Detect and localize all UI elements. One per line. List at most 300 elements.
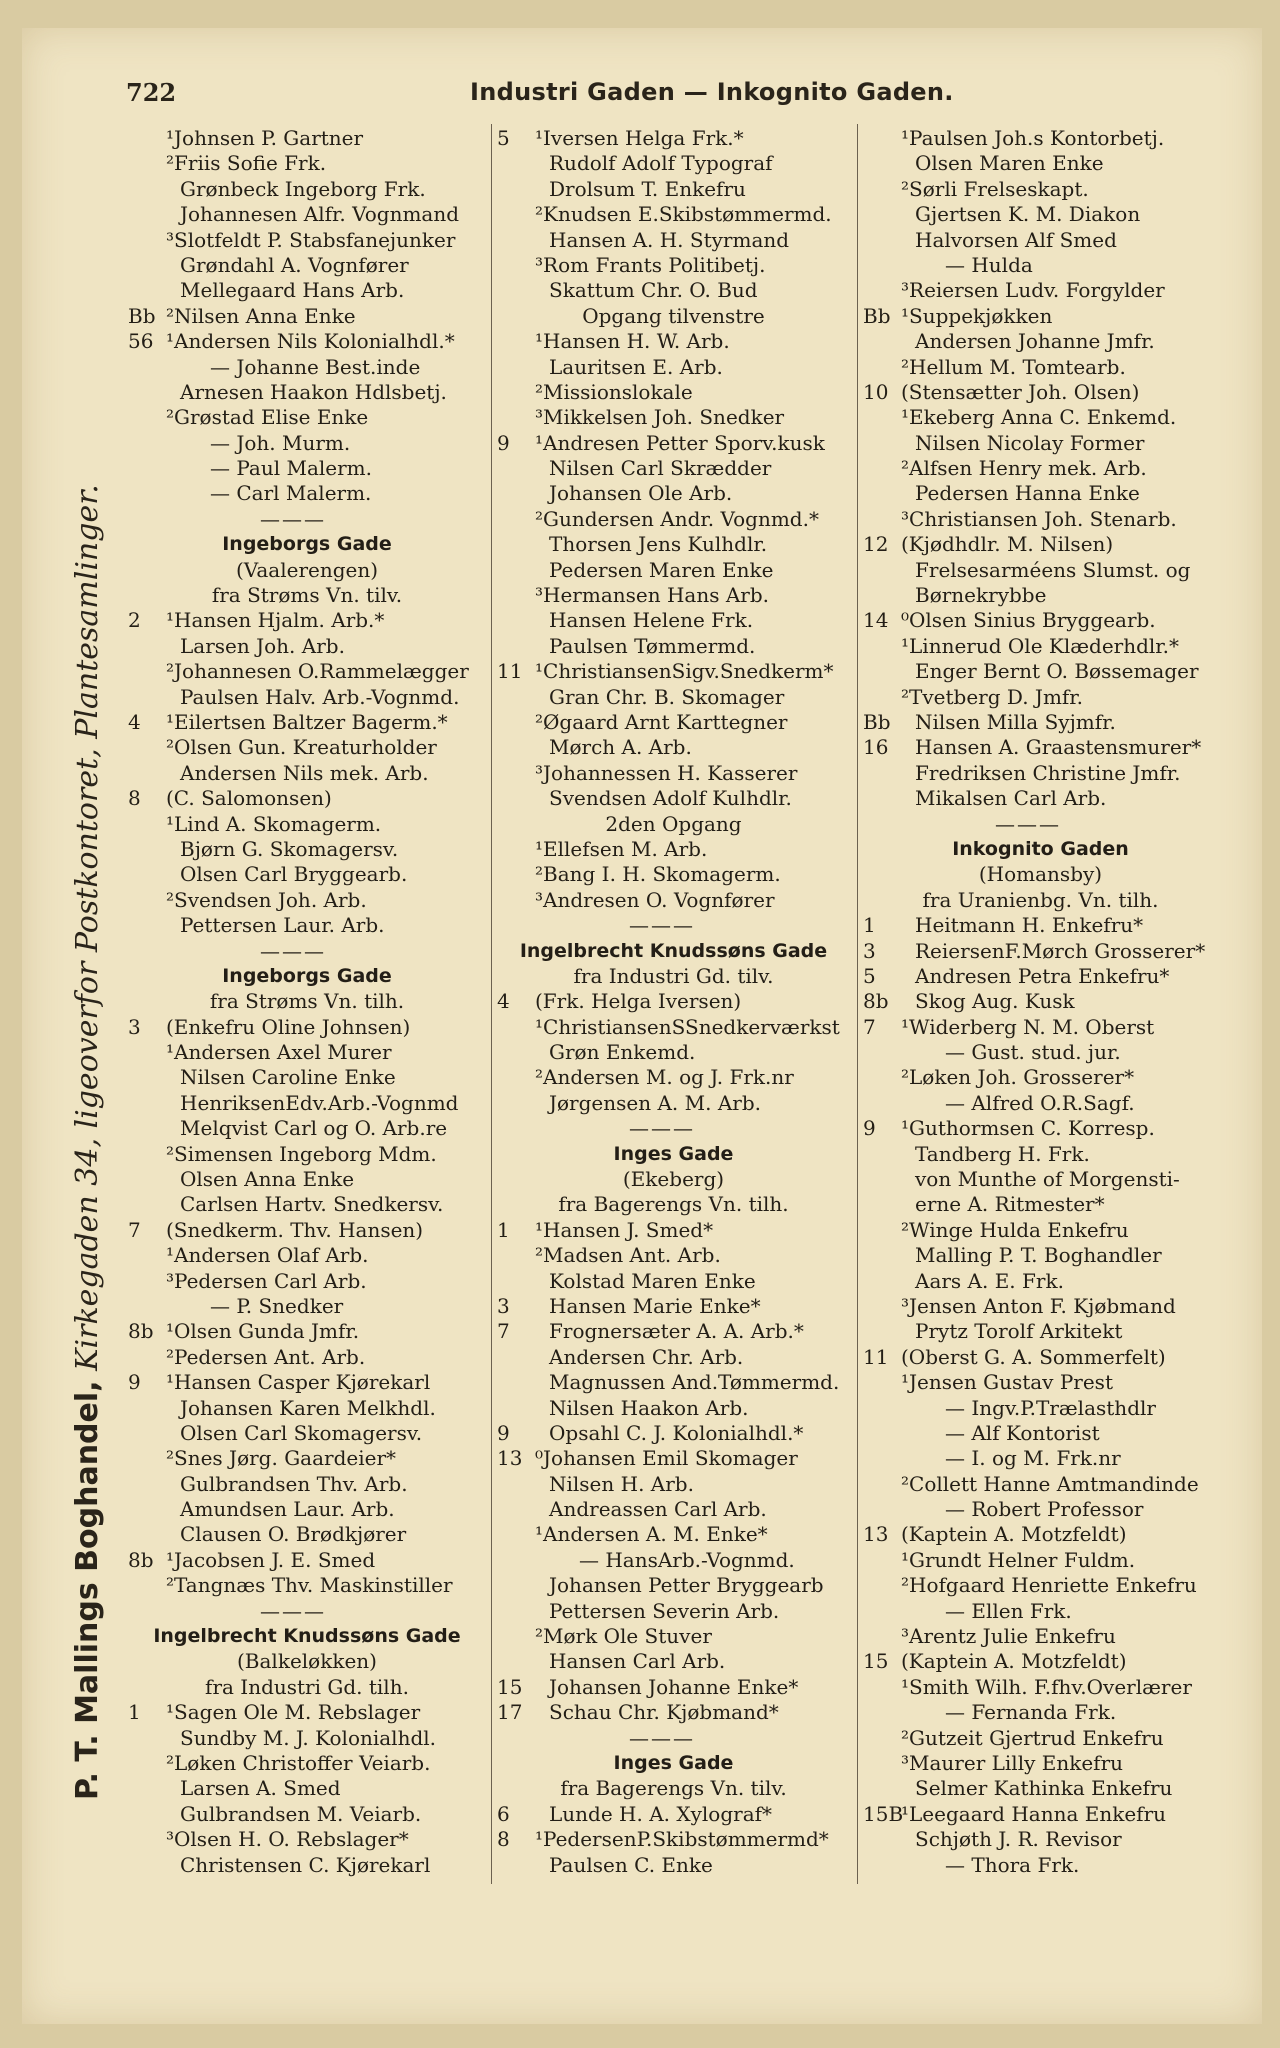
section-separator	[497, 1116, 850, 1141]
entry-text: ¹Widerberg N. M. Oberst	[901, 1014, 1155, 1039]
entry-text: Malling P. T. Boghandler	[915, 1243, 1162, 1268]
entry-text: Gulbrandsen Thv. Arb.	[180, 1471, 408, 1496]
resident-entry	[497, 989, 850, 1014]
entry-text: ³Reiersen Ludv. Forgylder	[901, 278, 1165, 303]
resident-entry	[863, 761, 1218, 786]
entry-text: ²Gutzeit Gjertrud Enkefru	[901, 1725, 1164, 1750]
entry-text: ReiersenF.Mørch Grosserer*	[915, 938, 1206, 963]
entry-text: — Paul Malerm.	[210, 456, 372, 481]
entry-text: ¹Ellefsen M. Arb.	[535, 836, 708, 861]
resident-entry	[863, 1421, 1218, 1446]
entry-text: Thorsen Jens Kulhdlr.	[549, 532, 768, 557]
resident-entry	[128, 1726, 486, 1751]
section-separator	[497, 913, 850, 938]
column-2	[497, 126, 850, 1878]
entry-text: ²Hofgaard Henriette Enkefru	[901, 1573, 1197, 1598]
resident-entry	[863, 583, 1218, 608]
entry-text: Magnussen And.Tømmermd.	[549, 1370, 840, 1395]
entry-text: Heitmann H. Enkefru*	[915, 913, 1144, 938]
street-heading	[497, 939, 850, 964]
entry-text: (Snedkerm. Thv. Hansen)	[166, 1217, 424, 1242]
resident-entry	[497, 1345, 850, 1370]
entry-text: ³Olsen H. O. Rebslager*	[166, 1827, 409, 1852]
house-number: 5	[863, 963, 876, 988]
resident-entry	[863, 1624, 1218, 1649]
resident-entry	[128, 431, 486, 456]
entry-text: Aars A. E. Frk.	[915, 1268, 1064, 1293]
entry-text: Johansen Ole Arb.	[549, 481, 733, 506]
resident-entry	[863, 202, 1218, 227]
resident-entry	[128, 177, 486, 202]
resident-entry	[863, 151, 1218, 176]
house-number: 14	[863, 608, 889, 633]
house-number: 5	[497, 126, 510, 150]
entry-text: ³Christiansen Joh. Stenarb.	[901, 506, 1177, 531]
entry-text: ²Johannesen O.Rammelægger	[166, 659, 469, 684]
entry-text: Olsen Anna Enke	[180, 1167, 355, 1192]
entry-text: Andersen Chr. Arb.	[549, 1344, 744, 1369]
entry-text: ¹Hansen Casper Kjørekarl	[166, 1370, 431, 1395]
entry-text: Gjertsen K. M. Diakon	[915, 202, 1141, 227]
house-number: 56	[128, 329, 154, 354]
street-subheading	[128, 1649, 486, 1674]
resident-entry	[128, 151, 486, 176]
resident-entry	[128, 761, 486, 786]
entry-text: ———	[629, 1116, 695, 1141]
resident-entry	[863, 710, 1218, 735]
resident-entry	[128, 228, 486, 253]
resident-entry	[497, 1015, 850, 1040]
entry-text: Melqvist Carl og O. Arb.re	[180, 1116, 448, 1141]
entry-text: Ingelbrecht Knudssøns Gade	[519, 939, 828, 962]
entry-text: Paulsen Halv. Arb.-Vognmd.	[180, 684, 460, 709]
resident-entry	[863, 1751, 1218, 1776]
resident-entry	[497, 1446, 850, 1471]
entry-text: ³Rom Frants Politibetj.	[535, 252, 766, 277]
street-subheading	[863, 888, 1218, 913]
entry-text: HenriksenEdv.Arb.-Vognmd	[180, 1090, 459, 1115]
resident-entry	[497, 253, 850, 278]
entry-text: fra Industri Gd. tilv.	[573, 963, 774, 988]
house-number: 15	[863, 1649, 889, 1674]
resident-entry	[863, 1675, 1218, 1700]
resident-entry	[863, 177, 1218, 202]
sidebar-advertisement	[48, 380, 128, 1800]
resident-entry	[497, 1675, 850, 1700]
resident-entry	[863, 964, 1218, 989]
resident-entry	[863, 1472, 1218, 1497]
resident-entry	[863, 1802, 1218, 1827]
house-number: 8	[128, 786, 141, 811]
entry-text: ²Knudsen E.Skibstømmermd.	[535, 202, 832, 227]
entry-text: Olsen Carl Skomagersv.	[180, 1420, 423, 1445]
resident-entry	[128, 380, 486, 405]
entry-text: — Alfred O.R.Sagf.	[945, 1090, 1135, 1115]
resident-entry	[497, 761, 850, 786]
resident-entry	[128, 1015, 486, 1040]
entry-text: Kolstad Maren Enke	[549, 1268, 756, 1293]
entry-text: ¹Hansen Hjalm. Arb.*	[166, 608, 385, 633]
entry-text: — Ingv.P.Trælasthdlr	[945, 1395, 1156, 1420]
entry-text: ¹Andersen Nils Kolonialhdl.*	[166, 329, 455, 354]
entry-text: — I. og M. Frk.nr	[945, 1446, 1121, 1471]
resident-entry	[128, 355, 486, 380]
entry-text: ¹Grundt Helner Fuldm.	[901, 1547, 1136, 1572]
entry-text: ———	[260, 506, 326, 531]
entry-text: fra Strøms Vn. tilh.	[209, 989, 405, 1014]
house-number: 8b	[863, 989, 889, 1014]
house-number: 4	[128, 709, 141, 734]
entry-text: Frelsesarméens Slumst. og	[915, 557, 1191, 582]
entry-text: ³Andresen O. Vognfører	[535, 887, 775, 912]
entry-text: Ingeborgs Gade	[222, 964, 392, 987]
house-number: 7	[128, 1217, 141, 1242]
resident-entry	[128, 405, 486, 430]
resident-entry	[863, 1827, 1218, 1852]
resident-entry	[497, 1319, 850, 1344]
house-number: 1	[863, 913, 876, 938]
entry-text: fra Uranienbg. Vn. tilh.	[922, 887, 1159, 912]
resident-entry	[863, 1192, 1218, 1217]
resident-entry	[497, 634, 850, 659]
entry-text: Pettersen Laur. Arb.	[180, 913, 385, 938]
entry-text: — Thora Frk.	[945, 1852, 1080, 1877]
entry-text: (Kaptein A. Motzfeldt)	[901, 1649, 1127, 1674]
street-subheading	[128, 558, 486, 583]
entry-text: ²Olsen Gun. Kreaturholder	[166, 735, 437, 760]
entry-text: ³Mikkelsen Joh. Snedker	[535, 405, 785, 430]
street-heading	[128, 532, 486, 557]
resident-entry	[128, 1853, 486, 1878]
resident-entry	[128, 1269, 486, 1294]
entry-text: ²Svendsen Joh. Arb.	[166, 887, 367, 912]
section-separator	[128, 507, 486, 532]
entry-text: Skattum Chr. O. Bud	[549, 278, 758, 303]
entry-text: fra Bagerengs Vn. tilh.	[558, 1192, 789, 1217]
resident-entry	[863, 1573, 1218, 1598]
entry-text: ²Madsen Ant. Arb.	[535, 1243, 721, 1268]
resident-entry	[497, 1218, 850, 1243]
entry-text: ²Simensen Ingeborg Mdm.	[166, 1141, 437, 1166]
entry-text: ———	[260, 1598, 326, 1623]
resident-entry	[128, 1396, 486, 1421]
resident-entry	[128, 1421, 486, 1446]
resident-entry	[863, 1446, 1218, 1471]
resident-entry	[128, 634, 486, 659]
resident-entry	[497, 558, 850, 583]
entry-text: (Ekeberg)	[622, 1167, 725, 1192]
resident-entry	[863, 735, 1218, 760]
column-divider	[857, 124, 858, 1884]
entry-text: ¹Sagen Ole M. Rebslager	[166, 1700, 421, 1725]
house-number: Bb	[863, 303, 891, 328]
resident-entry	[128, 1472, 486, 1497]
house-number: 15B	[863, 1801, 904, 1826]
entry-text: 2den Opgang	[605, 811, 742, 836]
entry-text: Olsen Carl Bryggearb.	[180, 862, 408, 887]
entry-text: ¹Hansen H. W. Arb.	[535, 329, 730, 354]
resident-entry	[128, 1319, 486, 1344]
resident-entry	[497, 228, 850, 253]
resident-entry	[128, 1522, 486, 1547]
entry-text: — Fernanda Frk.	[945, 1700, 1117, 1725]
entry-text: (Kaptein A. Motzfeldt)	[901, 1522, 1127, 1547]
resident-entry	[863, 1853, 1218, 1878]
street-subheading	[497, 1192, 850, 1217]
sidebar-address: Kirkegaden 34, ligeoverfor Postkontoret, Plantesamlinger.	[70, 484, 105, 1371]
resident-entry	[497, 1522, 850, 1547]
resident-entry	[863, 1294, 1218, 1319]
house-number: Bb	[863, 709, 891, 734]
resident-entry	[128, 1573, 486, 1598]
resident-entry	[863, 405, 1218, 430]
entry-text: von Munthe of Morgensti-	[915, 1167, 1180, 1192]
entry-text: Paulsen C. Enke	[549, 1852, 713, 1877]
house-number: 7	[863, 1014, 876, 1039]
entry-text: Inges Gade	[613, 1142, 734, 1165]
resident-entry	[863, 228, 1218, 253]
entry-text: ¹Andersen Axel Murer	[166, 1040, 392, 1065]
entry-text: Prytz Torolf Arkitekt	[915, 1319, 1123, 1344]
resident-entry	[863, 939, 1218, 964]
entry-text: — P. Snedker	[210, 1293, 344, 1318]
resident-entry	[863, 1319, 1218, 1344]
house-number: 9	[128, 1370, 141, 1395]
resident-entry	[863, 304, 1218, 329]
resident-entry	[128, 1065, 486, 1090]
entry-text: (Homansby)	[978, 862, 1103, 887]
resident-entry	[863, 608, 1218, 633]
entry-text: ²Sørli Frelseskapt.	[901, 176, 1089, 201]
entry-text: (C. Salomonsen)	[166, 786, 332, 811]
resident-entry	[497, 1421, 850, 1446]
entry-text: ²Løken Christoffer Veiarb.	[166, 1751, 431, 1775]
entry-text: Amundsen Laur. Arb.	[180, 1497, 395, 1522]
entry-text: ²Hellum M. Tomtearb.	[901, 354, 1126, 379]
resident-entry	[497, 177, 850, 202]
entry-text: ²Andersen M. og J. Frk.nr	[535, 1065, 794, 1090]
resident-entry	[128, 1091, 486, 1116]
entry-text: Mørch A. Arb.	[549, 735, 692, 760]
street-subheading	[128, 583, 486, 608]
entry-text: Hansen Carl Arb.	[549, 1649, 726, 1674]
resident-entry	[497, 1624, 850, 1649]
entry-text: ¹ChristiansenSigv.Snedkerm*	[535, 659, 834, 684]
house-number: 2	[128, 608, 141, 633]
resident-entry	[128, 1142, 486, 1167]
house-number: 1	[497, 1217, 510, 1242]
entry-text: Hansen A. H. Styrmand	[549, 227, 790, 252]
page-number: 722	[126, 78, 177, 107]
resident-entry	[128, 913, 486, 938]
entry-text: fra Strøms Vn. tilv.	[211, 583, 403, 608]
entry-text: (Kjødhdlr. M. Nilsen)	[901, 532, 1114, 557]
entry-text: Gulbrandsen M. Veiarb.	[180, 1801, 422, 1826]
resident-entry	[128, 735, 486, 760]
sidebar-brand: P. T. Mallings Boghandel,	[70, 1380, 105, 1800]
entry-text: Inkognito Gaden	[952, 837, 1129, 860]
entry-text: erne A. Ritmester*	[915, 1192, 1105, 1217]
section-separator	[128, 1599, 486, 1624]
entry-text: Nilsen Carl Skrædder	[549, 456, 772, 481]
entry-text: ²Løken Joh. Grosserer*	[901, 1065, 1135, 1090]
resident-entry	[497, 431, 850, 456]
resident-entry	[497, 583, 850, 608]
resident-entry	[863, 1497, 1218, 1522]
entry-text: Lunde H. A. Xylograf*	[549, 1801, 773, 1826]
resident-entry	[497, 1065, 850, 1090]
entry-text: fra Industri Gd. tilh.	[205, 1674, 409, 1699]
resident-entry	[128, 456, 486, 481]
resident-entry	[863, 1522, 1218, 1547]
entry-text: ⁰Johansen Emil Skomager	[535, 1446, 798, 1471]
resident-entry	[128, 126, 486, 151]
entry-text: ²Bang I. H. Skomagerm.	[535, 862, 781, 887]
page-title: Industri Gaden — Inkognito Gaden.	[470, 78, 954, 106]
entry-text: (Enkefru Oline Johnsen)	[166, 1014, 411, 1039]
street-heading	[497, 1142, 850, 1167]
entry-text: (Balkeløkken)	[237, 1649, 377, 1674]
column-1	[128, 126, 486, 1878]
resident-entry	[497, 710, 850, 735]
resident-entry	[128, 1294, 486, 1319]
entry-text: — HansArb.-Vognmd.	[579, 1547, 795, 1572]
resident-entry	[497, 507, 850, 532]
entry-text: Skog Aug. Kusk	[915, 989, 1075, 1014]
entry-text: — Hulda	[945, 252, 1033, 277]
entry-text: ———	[995, 811, 1061, 836]
entry-text: Pedersen Maren Enke	[549, 557, 774, 582]
entry-text: Andersen Johanne Jmfr.	[915, 329, 1155, 354]
resident-entry	[497, 1649, 850, 1674]
resident-entry	[497, 380, 850, 405]
resident-entry	[128, 608, 486, 633]
resident-entry	[128, 329, 486, 354]
street-subheading	[128, 989, 486, 1014]
resident-entry	[863, 1218, 1218, 1243]
entry-text: Bjørn G. Skomagersv.	[180, 836, 399, 861]
resident-entry	[497, 278, 850, 303]
entry-text: — Ellen Frk.	[945, 1598, 1072, 1623]
entry-text: ²Mørk Ole Stuver	[535, 1624, 712, 1649]
resident-entry	[497, 786, 850, 811]
resident-entry	[497, 1472, 850, 1497]
resident-entry	[863, 1040, 1218, 1065]
resident-entry	[497, 1573, 850, 1598]
entry-text: Hansen A. Graastensmurer*	[915, 735, 1202, 760]
resident-entry	[863, 380, 1218, 405]
resident-entry	[497, 1700, 850, 1725]
resident-entry	[128, 1497, 486, 1522]
entry-text: Johansen Karen Melkhdl.	[180, 1395, 436, 1420]
entry-text: Nilsen Milla Syjmfr.	[915, 709, 1116, 734]
resident-entry	[497, 608, 850, 633]
resident-entry	[128, 1167, 486, 1192]
resident-entry	[497, 1827, 850, 1852]
entry-text: Nilsen Nicolay Former	[915, 430, 1145, 455]
street-subheading	[863, 862, 1218, 887]
resident-entry	[128, 304, 486, 329]
entry-text: Nilsen H. Arb.	[549, 1471, 694, 1496]
house-number: 3	[128, 1014, 141, 1039]
entry-text: Grøn Enkemd.	[549, 1040, 696, 1065]
entry-text: — Johanne Best.inde	[210, 354, 421, 379]
resident-entry	[128, 1116, 486, 1141]
entry-text: ²Gundersen Andr. Vognmd.*	[535, 506, 819, 531]
resident-entry	[128, 1827, 486, 1852]
entry-text: Hansen Helene Frk.	[549, 608, 754, 633]
resident-entry	[863, 507, 1218, 532]
resident-entry	[128, 888, 486, 913]
resident-entry	[863, 126, 1218, 151]
entry-text: Larsen Joh. Arb.	[180, 633, 345, 658]
resident-entry	[497, 1269, 850, 1294]
house-number: 10	[863, 379, 889, 404]
street-subheading	[128, 1675, 486, 1700]
resident-entry	[497, 1091, 850, 1116]
resident-entry	[497, 1802, 850, 1827]
resident-entry	[497, 837, 850, 862]
entry-text: Grønbeck Ingeborg Frk.	[180, 176, 426, 201]
entry-text: — Joh. Murm.	[210, 430, 351, 455]
house-number: 17	[497, 1700, 523, 1725]
entry-text: Lauritsen E. Arb.	[549, 354, 723, 379]
section-separator	[497, 1726, 850, 1751]
house-number: 8	[497, 1827, 510, 1852]
entry-text: Gran Chr. B. Skomager	[549, 684, 785, 709]
resident-entry	[863, 1345, 1218, 1370]
entry-text: ²Missionslokale	[535, 379, 693, 404]
entry-text: Johannesen Alfr. Vognmand	[180, 202, 460, 227]
house-number: 7	[497, 1319, 510, 1344]
resident-entry	[863, 1548, 1218, 1573]
street-heading	[863, 837, 1218, 862]
entry-text: ¹Olsen Gunda Jmfr.	[166, 1319, 360, 1344]
resident-entry	[863, 1396, 1218, 1421]
resident-entry	[863, 1142, 1218, 1167]
street-subheading	[497, 964, 850, 989]
entry-text: (Frk. Helga Iversen)	[535, 989, 742, 1014]
house-number: 11	[863, 1344, 889, 1369]
street-heading	[128, 1624, 486, 1649]
resident-entry	[497, 1243, 850, 1268]
entry-text: ¹ChristiansenSSnedkerværkst	[535, 1014, 840, 1039]
resident-entry	[497, 532, 850, 557]
entry-text: ²Snes Jørg. Gaardeier*	[166, 1446, 397, 1471]
resident-entry	[863, 659, 1218, 684]
entry-text: Halvorsen Alf Smed	[915, 227, 1117, 252]
street-heading	[128, 964, 486, 989]
resident-entry	[863, 1700, 1218, 1725]
resident-entry	[863, 1116, 1218, 1141]
entry-text: ³Johannessen H. Kasserer	[535, 760, 798, 785]
resident-entry	[863, 278, 1218, 303]
entry-text: Hansen Marie Enke*	[549, 1293, 761, 1318]
entry-text: Pedersen Hanna Enke	[915, 481, 1140, 506]
house-number: 13	[497, 1446, 523, 1471]
entry-text: ¹Andersen Olaf Arb.	[166, 1243, 369, 1268]
entry-text: Jørgensen A. M. Arb.	[549, 1090, 761, 1115]
resident-entry	[497, 151, 850, 176]
entry-text: ⁰Olsen Sinius Bryggearb.	[901, 608, 1156, 633]
entry-text: Grøndahl A. Vognfører	[180, 252, 409, 277]
section-separator	[863, 812, 1218, 837]
entry-text: ¹Linnerud Ole Klæderhdlr.*	[901, 633, 1180, 658]
entry-text: ³Jensen Anton F. Kjøbmand	[901, 1293, 1176, 1318]
entry-text: ¹Lind A. Skomagerm.	[166, 811, 382, 836]
house-number: 9	[863, 1116, 876, 1141]
resident-entry	[863, 532, 1218, 557]
